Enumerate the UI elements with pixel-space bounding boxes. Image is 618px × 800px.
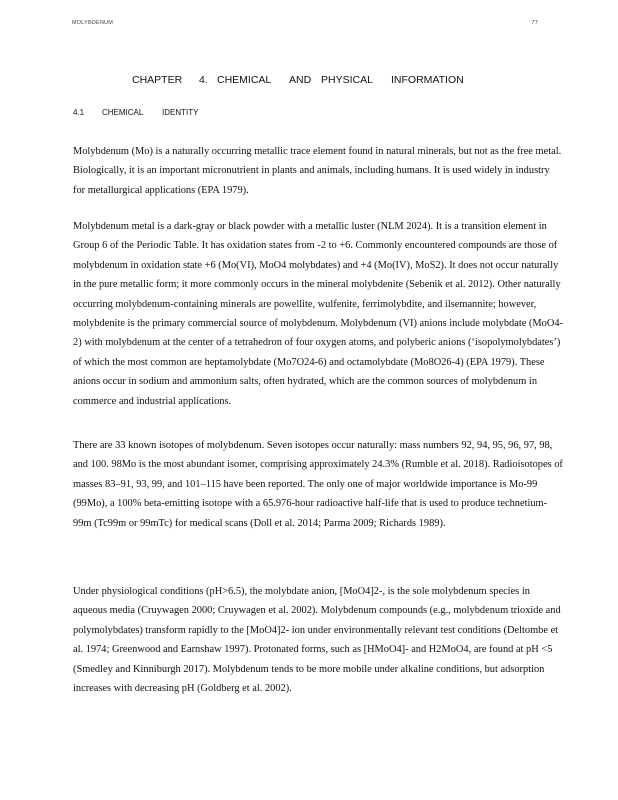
running-header: [72, 20, 538, 26]
paragraph-text: Molybdenum (Mo) is a naturally occurring metallic trace element found in natural minerals, but not as the free metal. Biologically, it is an important micronutrient in plants and animals, including humans. It is used widely in industry for metallurgical applications (EPA 1979).: [73, 146, 562, 196]
chapter-word-1: CHEMICAL: [217, 74, 272, 86]
paragraph-isotopes: [73, 436, 563, 533]
page-number: 77: [531, 20, 538, 26]
paragraph-text: Under physiological conditions (pH>6.5), the molybdate anion, [MoO4]2-, is the sole molybdenum species in aqueous media (Cruywagen 2000; Cruywagen et al. 2002). Molybdenum compounds (e.g., molybdenum trioxide and polymolybdates) transform rapidly to the [MoO4]2- ion under environmentally relevant test conditions (Deltombe et al. 1974; Greenwood and Earnshaw 1997). Protonated forms, such as [HMoO4]- and H2MoO4, are found at pH <5 (Smedley and Kinniburgh 2017). Molybdenum tends to be more mobile under alkaline conditions, but adsorption increases with decreasing pH (Goldberg et al. 2002).: [73, 586, 561, 695]
chapter-word-4: INFORMATION: [391, 74, 464, 86]
paragraph-intro: [73, 142, 563, 200]
section-word-1: CHEMICAL: [102, 108, 144, 117]
running-title: MOLYBDENUM: [72, 20, 114, 26]
chapter-word-3: PHYSICAL: [321, 74, 373, 86]
chapter-word-2: AND: [289, 74, 312, 86]
paragraph-text: Molybdenum metal is a dark-gray or black powder with a metallic luster (NLM 2024). It is a transition element in Group 6 of the Periodic Table. It has oxidation states from -2 to +6. Commonly encountered compounds are those of molybdenum in oxidation state +6 (Mo(VI), MoO4 molybdates) and +4 (Mo(IV), MoS2). It does not occur naturally in the pure metallic form; it more commonly occurs in the mineral molybdenite (Sebenik et al. 2012). Other naturally occurring molybdenum-containing minerals are powellite, wulfenite, ferrimolybdite, and ilsemannite; however, molybdenite is the primary commercial source of molybdenum. Molybdenum (VI) anions include molybdate (MoO4-2) with molybdenum at the center of a tetrahedron of four oxygen atoms, and polyberic anions (‘isopolymolybdates’) of which the most common are heptamolybdate (Mo7O24-6) and octamolybdate (Mo8O26-4) (EPA 1979). These anions occur in sodium and ammonium salts, often hydrated, which are the common sources of molybdenum in commerce and industrial applications.: [73, 221, 563, 407]
chapter-number: 4.: [199, 74, 208, 86]
paragraph-speciation: [73, 582, 563, 698]
chapter-label: CHAPTER: [132, 74, 183, 86]
section-number: 4.1: [73, 108, 85, 117]
paragraph-properties: [73, 217, 563, 411]
paragraph-text: There are 33 known isotopes of molybdenum. Seven isotopes occur naturally: mass numbers 92, 94, 95, 96, 97, 98, and 100. 98Mo is the most abundant isomer, comprising approximately 24.3% (Rumble et al. 2018). Radioisotopes of masses 83–91, 93, 99, and 101–115 have been reported. The only one of major worldwide importance is Mo-99 (99Mo), a 100% beta-emitting isotope with a 65.976-hour radioactive half-life that is used to produce technetium-99m (Tc99m or 99mTc) for medical scans (Doll et al. 2014; Parma 2009; Richards 1989).: [73, 440, 563, 529]
section-word-2: IDENTITY: [162, 108, 199, 117]
